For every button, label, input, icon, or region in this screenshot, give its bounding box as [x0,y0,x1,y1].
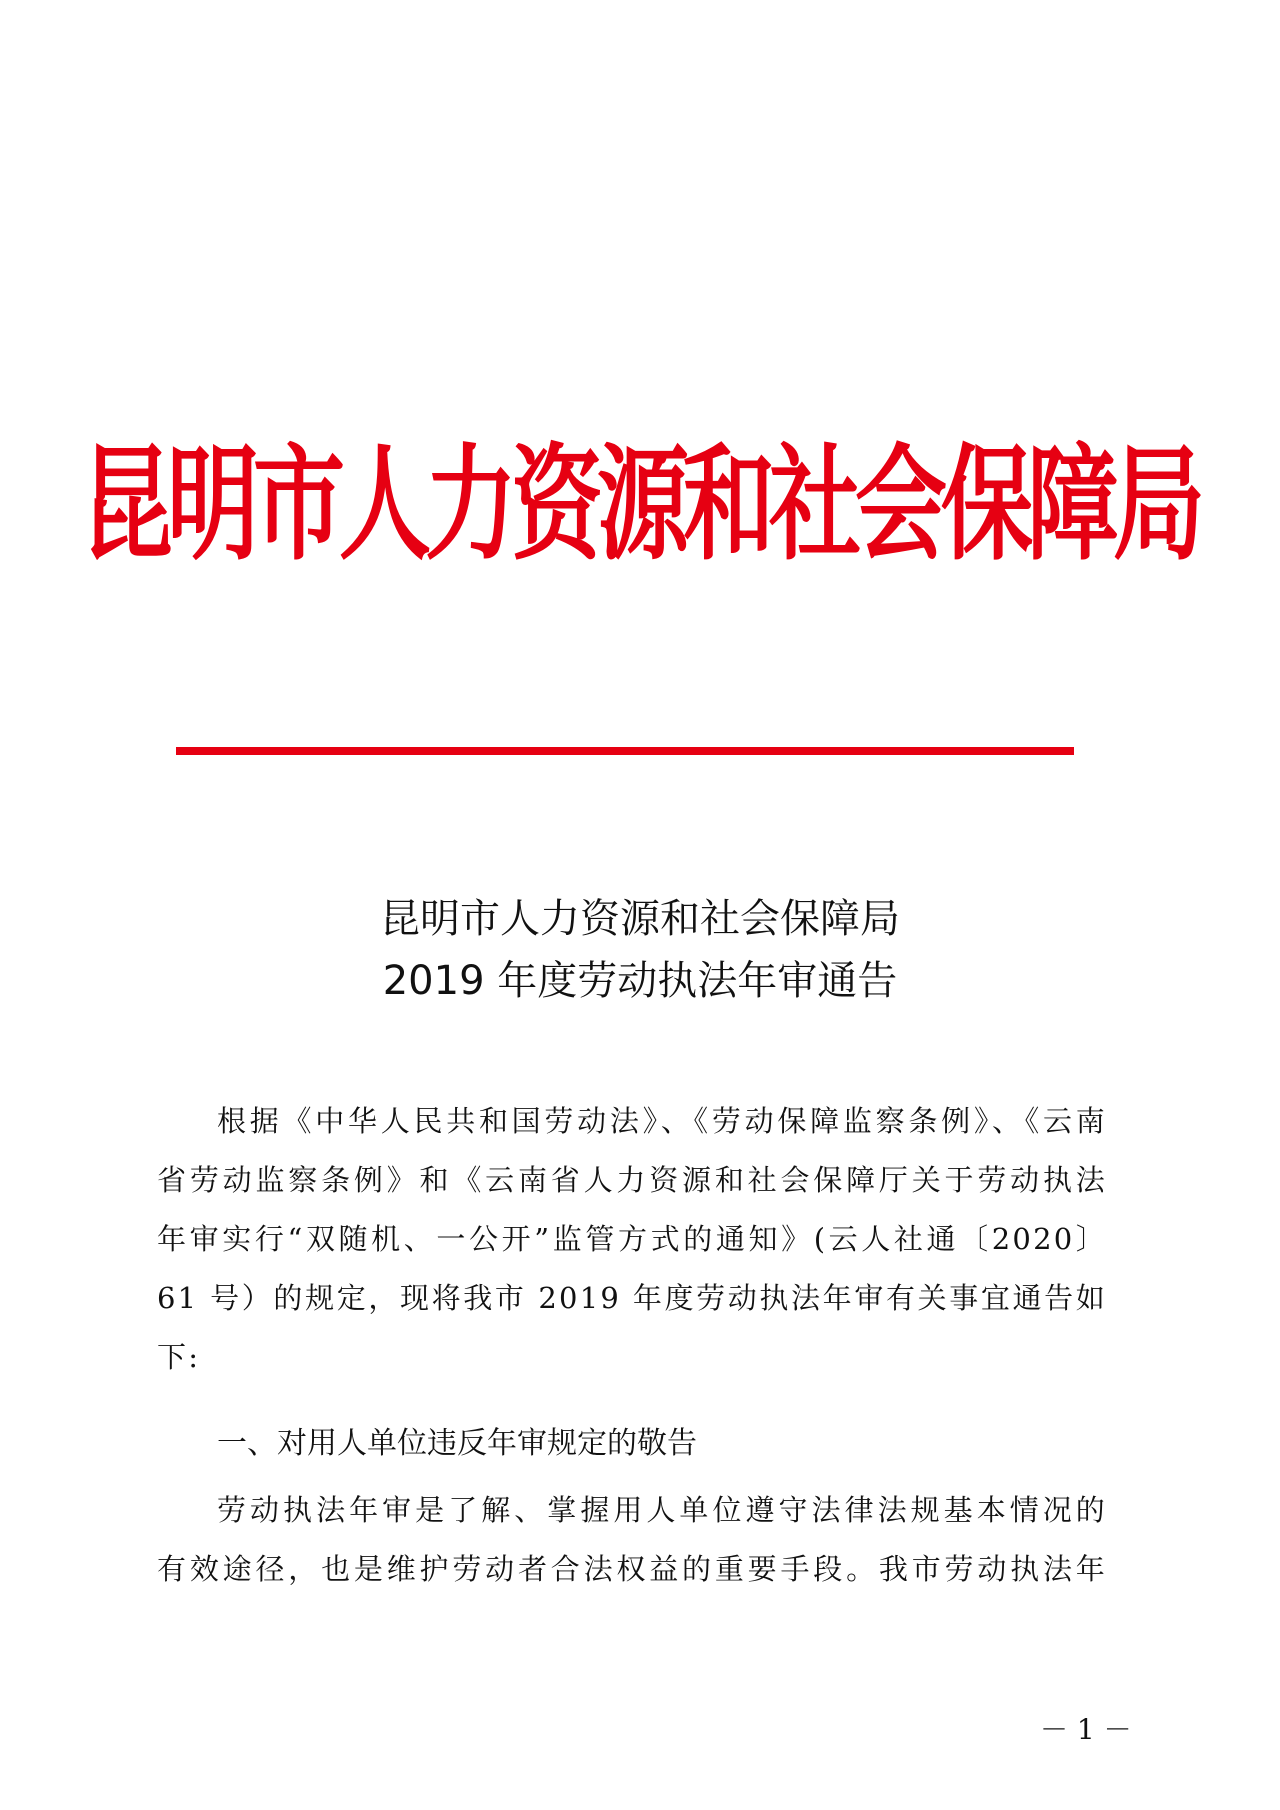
paragraph-2-line-1: 劳动执法年审是了解、掌握用人单位遵守法律法规基本情况的 [217,1493,1107,1527]
red-masthead-org-name: 昆明市人力资源和社会保障局 [81,432,1200,578]
paragraph-2-line-2: 有效途径，也是维护劳动者合法权益的重要手段。我市劳动执法年 [157,1552,1107,1586]
paragraph-1-line-4: 61 号）的规定，现将我市 2019 年度劳动执法年审有关事宜通告如 [157,1281,1107,1315]
paragraph-1-line-5: 下: [157,1340,201,1374]
paragraph-1-line-3: 年审实行“双随机、一公开”监管方式的通知》(云人社通〔2020〕 [157,1222,1107,1256]
notice-title-line-1: 昆明市人力资源和社会保障局 [380,896,900,942]
paragraph-1-line-2: 省劳动监察条例》和《云南省人力资源和社会保障厅关于劳动执法 [157,1163,1107,1197]
page-number: － 1 － [1040,1713,1132,1746]
paragraph-1 [157,1092,1107,1387]
paragraph-2 [157,1481,1107,1599]
notice-title-line-2: 2019 年度劳动执法年审通告 [382,958,898,1004]
notice-title [0,888,1280,1012]
section-1-heading: 一、对用人单位违反年审规定的敬告 [217,1426,697,1461]
paragraph-1-line-1: 根据《中华人民共和国劳动法》、《劳动保障监察条例》、《云南 [217,1104,1107,1138]
red-separator-line [176,747,1074,755]
